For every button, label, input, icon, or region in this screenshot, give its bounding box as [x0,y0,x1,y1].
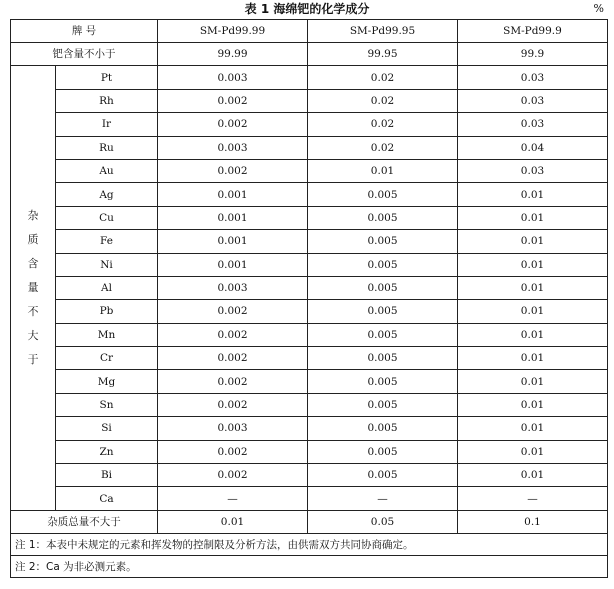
impurity-row [11,370,608,393]
total-impurity-value: 0.1 [458,510,608,533]
impurity-value: 0.01 [458,183,608,206]
impurity-row [11,300,608,323]
element-name: Ag [56,183,158,206]
pd-content-value: 99.9 [458,43,608,66]
note-row [11,556,608,578]
impurity-row [11,89,608,112]
element-name: Fe [56,230,158,253]
pd-content-value: 99.95 [308,43,458,66]
element-name: Mn [56,323,158,346]
note-row [11,534,608,556]
impurity-value: 0.02 [308,136,458,159]
impurity-value: 0.002 [158,159,308,182]
impurity-value: 0.002 [158,393,308,416]
element-name: Au [56,159,158,182]
impurity-value: — [308,487,458,510]
impurity-value: 0.04 [458,136,608,159]
impurity-value: 0.002 [158,113,308,136]
impurity-value: 0.002 [158,464,308,487]
pd-content-value: 99.99 [158,43,308,66]
impurity-value: 0.002 [158,89,308,112]
impurity-row [11,159,608,182]
impurity-value: 0.03 [458,66,608,89]
impurity-value: 0.003 [158,276,308,299]
impurity-value: 0.005 [308,183,458,206]
impurity-row [11,393,608,416]
impurity-group-char: 质 [27,233,39,247]
impurity-value: 0.01 [458,393,608,416]
total-impurity-label: 杂质总量不大于 [11,510,158,533]
impurity-value: 0.005 [308,370,458,393]
impurity-value: 0.001 [158,206,308,229]
impurity-value: 0.001 [158,253,308,276]
element-name: Pb [56,300,158,323]
impurity-value: 0.02 [308,113,458,136]
impurity-group-char: 杂 [27,209,39,223]
impurity-row [11,253,608,276]
impurity-value: 0.01 [458,300,608,323]
impurity-value: 0.005 [308,230,458,253]
impurity-value: 0.005 [308,393,458,416]
impurity-row [11,183,608,206]
impurity-value: 0.01 [458,323,608,346]
impurity-value: 0.01 [458,276,608,299]
impurity-value: 0.03 [458,89,608,112]
impurity-value: 0.002 [158,370,308,393]
impurity-value: — [158,487,308,510]
element-name: Ni [56,253,158,276]
impurity-row [11,347,608,370]
impurity-row [11,136,608,159]
total-impurity-value: 0.05 [308,510,458,533]
element-name: Al [56,276,158,299]
impurity-value: 0.02 [308,66,458,89]
element-name: Cr [56,347,158,370]
total-impurity-value: 0.01 [158,510,308,533]
impurity-value: 0.001 [158,183,308,206]
impurity-value: 0.01 [458,370,608,393]
impurity-value: 0.01 [458,347,608,370]
impurity-value: 0.01 [458,464,608,487]
pd-content-label: 钯含量不小于 [11,43,158,66]
impurity-row [11,417,608,440]
impurity-group-char: 于 [27,353,39,367]
impurity-value: 0.003 [158,136,308,159]
impurity-row [11,113,608,136]
impurity-value: 0.003 [158,66,308,89]
impurity-value: 0.01 [308,159,458,182]
element-name: Mg [56,370,158,393]
impurity-group-char: 不 [27,305,39,319]
impurity-value: 0.01 [458,230,608,253]
unit-label: % [593,2,604,15]
impurity-row [11,323,608,346]
impurity-value: 0.005 [308,347,458,370]
brand-header: 牌 号 [11,20,158,43]
impurity-value: 0.005 [308,253,458,276]
impurity-group-char: 大 [27,329,39,343]
impurity-value: 0.002 [158,440,308,463]
composition-table [10,19,608,578]
impurity-value: 0.03 [458,159,608,182]
grade-header: SM-Pd99.99 [158,20,308,43]
impurity-value: 0.005 [308,206,458,229]
table-title: 表 1 海绵钯的化学成分 [244,2,370,16]
impurity-value: 0.005 [308,417,458,440]
element-name: Cu [56,206,158,229]
grade-header: SM-Pd99.9 [458,20,608,43]
grade-header: SM-Pd99.95 [308,20,458,43]
note-text: 注 1：本表中未规定的元素和挥发物的控制限及分析方法，由供需双方共同协商确定。 [11,534,608,556]
element-name: Zn [56,440,158,463]
pd-content-row [11,43,608,66]
impurity-group-char: 量 [27,281,39,295]
impurity-value: 0.03 [458,113,608,136]
impurity-value: 0.002 [158,347,308,370]
impurity-row [11,230,608,253]
impurity-value: 0.005 [308,440,458,463]
impurity-value: 0.002 [158,300,308,323]
impurity-value: 0.001 [158,230,308,253]
element-name: Pt [56,66,158,89]
impurity-group-char: 含 [27,257,39,271]
impurity-value: 0.02 [308,89,458,112]
impurity-row [11,440,608,463]
element-name: Si [56,417,158,440]
impurity-value: 0.002 [158,323,308,346]
element-name: Ir [56,113,158,136]
element-name: Ru [56,136,158,159]
impurity-value: 0.01 [458,440,608,463]
impurity-value: 0.01 [458,206,608,229]
note-text: 注 2：Ca 为非必测元素。 [11,556,608,578]
impurity-row [11,487,608,510]
impurity-value: 0.01 [458,253,608,276]
impurity-group-label [11,66,56,510]
impurity-value: 0.005 [308,276,458,299]
total-impurity-row [11,510,608,533]
impurity-row [11,464,608,487]
impurity-value: 0.005 [308,323,458,346]
impurity-row [11,66,608,89]
header-row [11,20,608,43]
impurity-value: 0.005 [308,464,458,487]
impurity-row [11,276,608,299]
impurity-value: 0.003 [158,417,308,440]
element-name: Rh [56,89,158,112]
element-name: Ca [56,487,158,510]
impurity-value: 0.01 [458,417,608,440]
impurity-value: — [458,487,608,510]
impurity-row [11,206,608,229]
element-name: Sn [56,393,158,416]
element-name: Bi [56,464,158,487]
impurity-value: 0.005 [308,300,458,323]
